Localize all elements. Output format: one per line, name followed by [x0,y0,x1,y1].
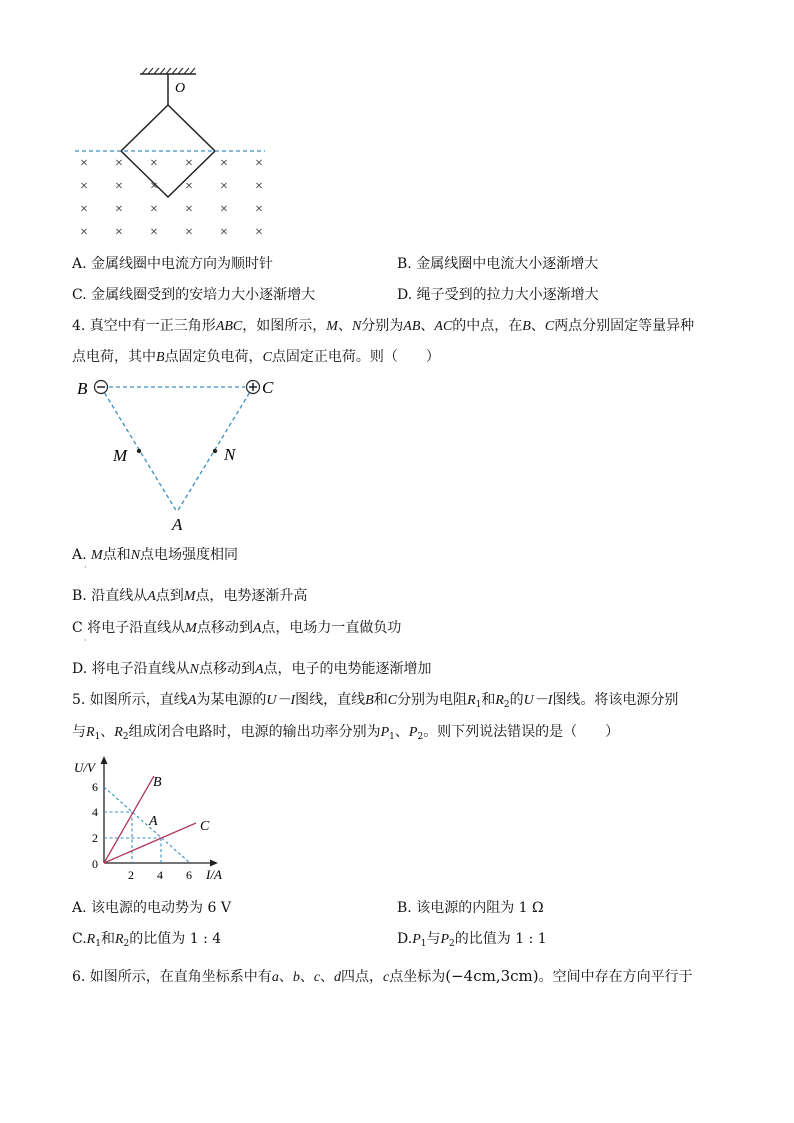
q5-option-c: $C.R_1$和$R_2$的比值为 1 : 4 [72,931,222,949]
svg-text:×: × [150,179,158,194]
line-C [104,823,196,863]
svg-text:×: × [220,225,228,240]
q3-option-b: B. 金属线圈中电流大小逐渐增大 [397,256,599,272]
magnetic-field-crosses [80,156,263,240]
q5-stem-line2: 与$R_1$、$R_2$组成闭合电路时，电源的输出功率分别为$P_1$、$P_2$。则下列说法错误的是（ ） [72,724,620,742]
svg-text:×: × [115,225,123,240]
negative-charge-B [95,381,108,394]
figure-loop-in-field [60,62,290,247]
label-M: M [113,446,128,465]
svg-text:×: × [185,156,193,171]
x-tick-6: 6 [186,868,192,882]
svg-text:×: × [220,156,228,171]
q5-stem-line1: 5. 如图所示，直线A为某电源的U－I图线，直线B和C分别为电阻$R_1$和$R_2$的U－I图线。将该电源分别 [72,692,679,710]
svg-text:×: × [220,179,228,194]
figure-ui-graph [70,752,240,887]
y-tick-2: 2 [92,831,98,845]
q4-option-a: A. M点和N点电场强度相同 [72,547,239,563]
label-line-B: B [153,775,162,790]
line-B [104,776,154,863]
svg-text:×: × [185,202,193,217]
y-axis-arrow [101,756,108,764]
label-C: C [262,378,274,397]
positive-charge-C [247,381,260,394]
q5-option-a: A. 该电源的电动势为 6 V [72,900,231,916]
x-tick-4: 4 [157,868,163,882]
q6-stem-line1: 6. 如图所示，在直角坐标系中有a、b、c、d四点，c点坐标为(−4cm,3cm)。空间中存在方向平行于 [72,967,693,985]
svg-text:×: × [255,156,263,171]
figure-triangle [72,372,292,537]
svg-text:×: × [185,225,193,240]
y-axis-label: U/V [74,760,95,775]
stray-dot: · [84,563,87,572]
q5-option-d: $D.P_1$与$P_2$的比值为 1 : 1 [397,931,547,949]
x-axis-label: I/A [206,867,222,882]
svg-text:×: × [80,179,88,194]
q4-option-b: B. 沿直线从A点到M点，电势逐渐升高 [72,588,308,604]
dashed-guides [104,787,190,863]
ceiling-hatching [142,68,195,74]
q4-stem-line2: 点电荷，其中B点固定负电荷，C点固定正电荷。则（ ） [72,349,440,365]
q4-option-c: C 将电子沿直线从M点移动到A点，电场力一直做负功 [72,620,402,636]
label-line-A: A [149,814,158,829]
svg-text:×: × [150,202,158,217]
y-tick-6: 6 [92,780,98,794]
x-axis-arrow [210,860,218,867]
svg-text:×: × [115,179,123,194]
svg-text:×: × [80,225,88,240]
origin-label: 0 [92,857,98,871]
svg-text:×: × [255,225,263,240]
svg-text:×: × [150,225,158,240]
q3-option-d: D. 绳子受到的拉力大小逐渐增大 [397,287,599,303]
label-A: A [172,515,183,534]
point-M [137,449,141,453]
label-line-C: C [200,819,210,834]
q4-stem-line1: 4. 真空中有一正三角形ABC，如图所示，M、N分别为AB、AC的中点，在B、C两点分别固定等量异种 [72,318,695,334]
q5-option-b: B. 该电源的内阻为 1 Ω [397,900,544,916]
svg-text:×: × [80,202,88,217]
label-O: O [175,81,186,96]
svg-text:×: × [80,156,88,171]
svg-text:×: × [150,156,158,171]
svg-text:×: × [115,202,123,217]
svg-text:×: × [115,156,123,171]
svg-text:×: × [255,202,263,217]
svg-text:×: × [185,179,193,194]
label-B: B [77,379,88,398]
x-tick-2: 2 [128,868,134,882]
stray-dot-2: · [84,636,87,645]
svg-text:×: × [255,179,263,194]
y-tick-4: 4 [92,805,98,819]
q3-option-c: C. 金属线圈受到的安培力大小逐渐增大 [72,287,316,303]
point-N [213,449,217,453]
svg-text:×: × [220,202,228,217]
label-N: N [224,445,236,464]
q3-option-a: A. 金属线圈中电流方向为顺时针 [72,256,274,272]
q4-option-d: D. 将电子沿直线从N点移动到A点，电子的电势能逐渐增加 [72,661,432,677]
